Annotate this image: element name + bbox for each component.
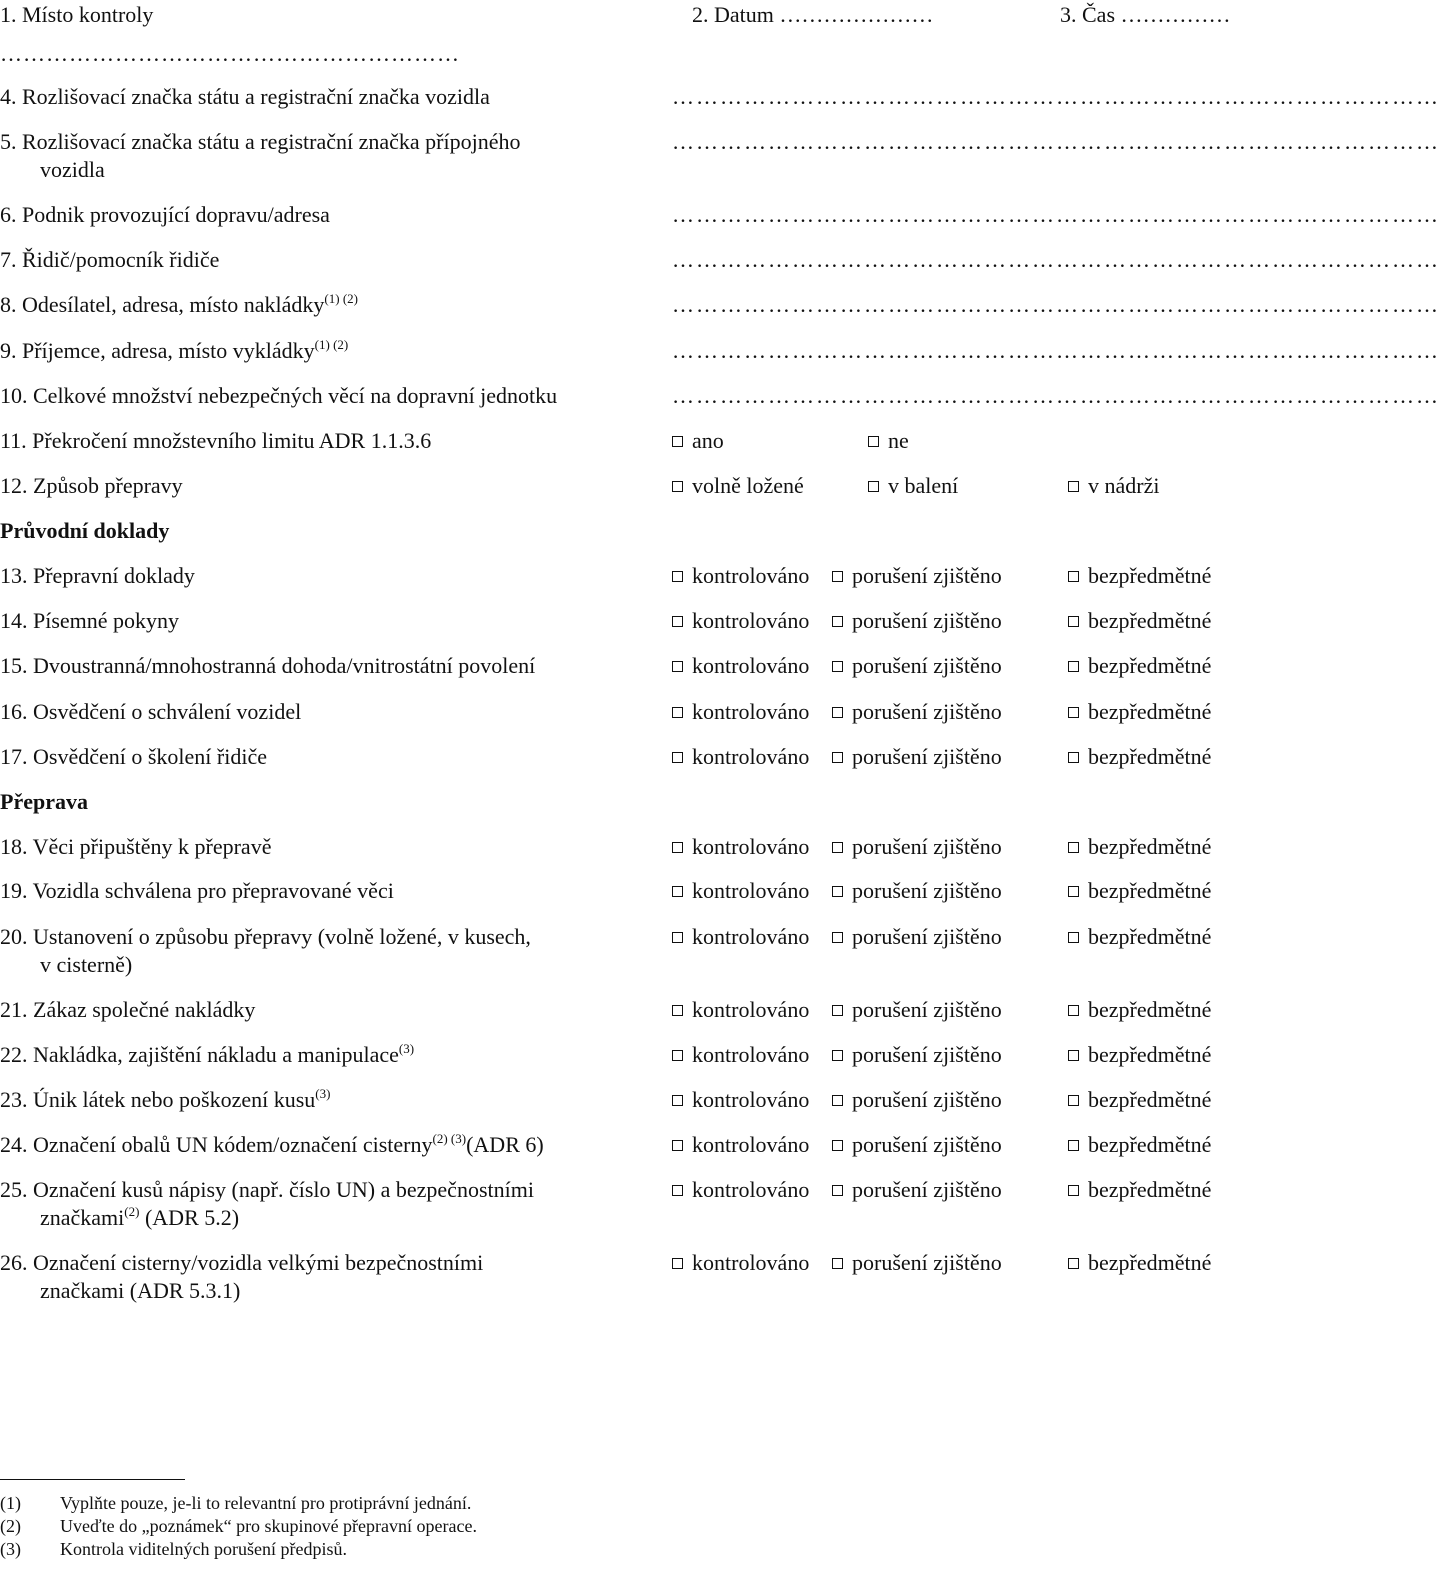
- checkbox-icon[interactable]: [672, 616, 683, 627]
- section-heading-transport: Přeprava: [0, 789, 88, 814]
- transport-packaged-option[interactable]: [868, 472, 958, 500]
- option-label: bezpředmětné: [1088, 1132, 1212, 1157]
- checked-option[interactable]: [672, 923, 809, 951]
- option-label: kontrolováno: [692, 744, 810, 769]
- checkbox-icon[interactable]: [832, 842, 843, 853]
- footnote: [0, 1515, 477, 1537]
- option-label: porušení zjištěno: [852, 563, 1002, 588]
- option-label: kontrolováno: [692, 878, 810, 903]
- not-applicable-option[interactable]: [1068, 607, 1211, 635]
- checkbox-icon[interactable]: [1068, 1005, 1079, 1016]
- checkbox-icon[interactable]: [1068, 752, 1079, 763]
- footnote-ref: (2) (3): [432, 1131, 467, 1146]
- option-label: kontrolováno: [692, 997, 810, 1022]
- option-label: porušení zjištěno: [852, 744, 1002, 769]
- checkbox-icon[interactable]: [672, 1050, 683, 1061]
- checked-option[interactable]: [672, 1249, 809, 1277]
- label-text: 16. Osvědčení o schválení vozidel: [0, 699, 302, 724]
- time-field[interactable]: [1060, 1, 1231, 29]
- footnote-ref: (3): [398, 1041, 415, 1056]
- fill-dots-input[interactable]: ……………………………………………………………………………………: [672, 84, 1440, 109]
- label-text: 26. Označení cisterny/vozidla velkými bezpečnostními: [0, 1250, 484, 1275]
- checkbox-icon[interactable]: [672, 1185, 683, 1196]
- check-label: [0, 923, 660, 979]
- check-label: [0, 1249, 660, 1305]
- check-label: [0, 996, 660, 1024]
- option-label: porušení zjištěno: [852, 608, 1002, 633]
- transport-bulk-option[interactable]: [672, 472, 804, 500]
- checkbox-icon[interactable]: [832, 1258, 843, 1269]
- option-label: porušení zjištěno: [852, 1177, 1002, 1202]
- checkbox-icon[interactable]: [672, 752, 683, 763]
- footnote-text: Kontrola viditelných porušení předpisů.: [60, 1539, 347, 1559]
- checkbox-icon[interactable]: [672, 1005, 683, 1016]
- option-label: bezpředmětné: [1088, 608, 1212, 633]
- time-label: 3. Čas: [1060, 2, 1115, 27]
- footnote-text: Vyplňte pouze, je-li to relevantní pro protiprávní jednání.: [60, 1493, 472, 1513]
- option-label: bezpředmětné: [1088, 1042, 1212, 1067]
- footnote-ref: (1) (2): [324, 291, 358, 306]
- option-label: kontrolováno: [692, 1132, 810, 1157]
- fill-dots-input[interactable]: ……………………………………………………………………………………: [672, 383, 1440, 408]
- violation-option[interactable]: [832, 652, 1002, 680]
- checkbox-icon[interactable]: [672, 932, 683, 943]
- checked-option[interactable]: [672, 1041, 809, 1069]
- label-text: 4. Rozlišovací značka státu a registrační značka vozidla: [0, 84, 490, 109]
- limit-no-option[interactable]: [868, 427, 909, 455]
- check-label: [0, 652, 660, 680]
- time-dots: ……………: [1120, 2, 1231, 27]
- checkbox-icon[interactable]: [672, 661, 683, 672]
- option-label: kontrolováno: [692, 924, 810, 949]
- checkbox-icon[interactable]: [832, 886, 843, 897]
- not-applicable-option[interactable]: [1068, 877, 1211, 905]
- label-continuation: [0, 156, 660, 184]
- checkbox-icon[interactable]: [1068, 616, 1079, 627]
- label-suffix: (ADR 6): [466, 1132, 544, 1157]
- checkbox-icon[interactable]: [868, 436, 879, 447]
- checkbox-icon[interactable]: [832, 1140, 843, 1151]
- option-label: kontrolováno: [692, 653, 810, 678]
- violation-option[interactable]: [832, 562, 1002, 590]
- check-label: [0, 698, 660, 726]
- checkbox-icon[interactable]: [1068, 571, 1079, 582]
- checkbox-icon[interactable]: [1068, 661, 1079, 672]
- violation-option[interactable]: [832, 1086, 1002, 1114]
- option-label: porušení zjištěno: [852, 1087, 1002, 1112]
- label-text: 24. Označení obalů UN kódem/označení cisterny: [0, 1132, 433, 1157]
- option-label: bezpředmětné: [1088, 563, 1212, 588]
- not-applicable-option[interactable]: [1068, 1041, 1211, 1069]
- option-label: porušení zjištěno: [852, 699, 1002, 724]
- field-label: [0, 201, 660, 229]
- check-label: [0, 607, 660, 635]
- label-continuation: [0, 951, 660, 979]
- option-label: kontrolováno: [692, 1042, 810, 1067]
- label-text: 17. Osvědčení o školení řidiče: [0, 744, 267, 769]
- not-applicable-option[interactable]: [1068, 1249, 1211, 1277]
- option-label: porušení zjištěno: [852, 997, 1002, 1022]
- not-applicable-option[interactable]: [1068, 833, 1211, 861]
- checked-option[interactable]: [672, 996, 809, 1024]
- footnote-text: Uveďte do „poznámek“ pro skupinové přepravní operace.: [60, 1516, 477, 1536]
- option-label: porušení zjištěno: [852, 1042, 1002, 1067]
- checkbox-icon[interactable]: [832, 1005, 843, 1016]
- field-label: [0, 246, 660, 274]
- check-label: [0, 1041, 660, 1069]
- fill-dots-input[interactable]: ……………………………………………………………………………………: [672, 338, 1440, 363]
- checked-option[interactable]: [672, 1176, 809, 1204]
- fill-dots-input[interactable]: ……………………………………………………………………………………: [672, 202, 1440, 227]
- footnote: [0, 1492, 471, 1514]
- place-label: 1. Místo kontroly: [0, 2, 154, 27]
- footnote-ref: (1) (2): [314, 337, 349, 352]
- label-text: 8. Odesílatel, adresa, místo nakládky: [0, 292, 325, 317]
- option-label: ano: [692, 428, 724, 453]
- date-dots: …………………: [779, 2, 934, 27]
- violation-option[interactable]: [832, 698, 1002, 726]
- checkbox-icon[interactable]: [1068, 1140, 1079, 1151]
- checkbox-icon[interactable]: [672, 1140, 683, 1151]
- field-label: [0, 337, 660, 365]
- checkbox-icon[interactable]: [1068, 886, 1079, 897]
- fill-dots-input[interactable]: ……………………………………………………………………………………: [672, 292, 1440, 317]
- field-label: [0, 291, 660, 319]
- option-label: kontrolováno: [692, 1177, 810, 1202]
- label-continuation: [0, 1204, 660, 1232]
- checkbox-icon[interactable]: [1068, 707, 1079, 718]
- section-heading-documents: Průvodní doklady: [0, 518, 170, 543]
- label-text: 14. Písemné pokyny: [0, 608, 180, 633]
- checkbox-icon[interactable]: [832, 1095, 843, 1106]
- not-applicable-option[interactable]: [1068, 923, 1211, 951]
- label-text: 18. Věci připuštěny k přepravě: [0, 834, 272, 859]
- field-label: [0, 382, 660, 410]
- check-label: [0, 743, 660, 771]
- checkbox-icon[interactable]: [832, 1050, 843, 1061]
- label-text: 25. Označení kusů nápisy (např. číslo UN) a bezpečnostními: [0, 1177, 534, 1202]
- option-label: kontrolováno: [692, 1250, 810, 1275]
- checked-option[interactable]: [672, 1086, 809, 1114]
- checkbox-icon[interactable]: [672, 707, 683, 718]
- option-label: porušení zjištěno: [852, 878, 1002, 903]
- option-label: bezpředmětné: [1088, 1177, 1212, 1202]
- violation-option[interactable]: [832, 1041, 1002, 1069]
- checkbox-icon[interactable]: [832, 932, 843, 943]
- label-text: 23. Únik látek nebo poškození kusu: [0, 1087, 316, 1112]
- option-label: porušení zjištěno: [852, 653, 1002, 678]
- not-applicable-option[interactable]: [1068, 743, 1211, 771]
- footnote-number: (3): [0, 1539, 21, 1559]
- violation-option[interactable]: [832, 877, 1002, 905]
- violation-option[interactable]: [832, 1131, 1002, 1159]
- label-text: 15. Dvoustranná/mnohostranná dohoda/vnitrostátní povolení: [0, 653, 536, 678]
- continuation-text: značkami (ADR 5.3.1): [40, 1278, 241, 1303]
- continuation-text: v cisterně): [40, 952, 133, 977]
- checkbox-icon[interactable]: [672, 481, 683, 492]
- checked-option[interactable]: [672, 743, 809, 771]
- option-label: kontrolováno: [692, 563, 810, 588]
- label-text: 7. Řidič/pomocník řidiče: [0, 247, 220, 272]
- checkbox-icon[interactable]: [868, 481, 879, 492]
- option-label: v nádrži: [1088, 473, 1160, 498]
- option-label: bezpředmětné: [1088, 997, 1212, 1022]
- label-continuation: [0, 1277, 660, 1305]
- not-applicable-option[interactable]: [1068, 562, 1211, 590]
- checkbox-icon[interactable]: [1068, 1258, 1079, 1269]
- checkbox-icon[interactable]: [1068, 842, 1079, 853]
- fill-dots-input[interactable]: ……………………………………………………………………………………: [672, 247, 1440, 272]
- check-label: [0, 877, 660, 905]
- checkbox-icon[interactable]: [672, 842, 683, 853]
- violation-option[interactable]: [832, 1176, 1002, 1204]
- option-label: bezpředmětné: [1088, 878, 1212, 903]
- not-applicable-option[interactable]: [1068, 1131, 1211, 1159]
- label-text: 6. Podnik provozující dopravu/adresa: [0, 202, 330, 227]
- transport-mode-label: 12. Způsob přepravy: [0, 473, 183, 498]
- check-label: [0, 1086, 660, 1114]
- not-applicable-option[interactable]: [1068, 1176, 1211, 1204]
- option-label: v balení: [888, 473, 959, 498]
- footnote-divider: [0, 1479, 185, 1480]
- violation-option[interactable]: [832, 923, 1002, 951]
- not-applicable-option[interactable]: [1068, 652, 1211, 680]
- check-label: [0, 1176, 660, 1232]
- label-text: 5. Rozlišovací značka státu a registrační značka přípojného: [0, 129, 521, 154]
- checkbox-icon[interactable]: [1068, 481, 1079, 492]
- checkbox-icon[interactable]: [1068, 1185, 1079, 1196]
- label-text: 20. Ustanovení o způsobu přepravy (volně ložené, v kusech,: [0, 924, 531, 949]
- checkbox-icon[interactable]: [832, 661, 843, 672]
- not-applicable-option[interactable]: [1068, 1086, 1211, 1114]
- field-label: [0, 128, 660, 184]
- limit-yes-option[interactable]: [672, 427, 724, 455]
- date-field[interactable]: [692, 1, 933, 29]
- option-label: bezpředmětné: [1088, 653, 1212, 678]
- label-text: 21. Zákaz společné nakládky: [0, 997, 256, 1022]
- checkbox-icon[interactable]: [832, 616, 843, 627]
- place-dots[interactable]: ……………………………………………………: [0, 41, 460, 66]
- continuation-text: značkami: [40, 1205, 125, 1230]
- checkbox-icon[interactable]: [672, 1258, 683, 1269]
- checkbox-icon[interactable]: [832, 571, 843, 582]
- checkbox-icon[interactable]: [672, 436, 683, 447]
- continuation-suffix: (ADR 5.2): [139, 1205, 240, 1230]
- footnote-number: (2): [0, 1516, 21, 1536]
- option-label: porušení zjištěno: [852, 1132, 1002, 1157]
- field-label: [0, 83, 660, 111]
- label-text: 19. Vozidla schválena pro přepravované věci: [0, 878, 394, 903]
- checkbox-icon[interactable]: [672, 886, 683, 897]
- checked-option[interactable]: [672, 833, 809, 861]
- check-label: [0, 833, 660, 861]
- footnote-ref: (2): [124, 1204, 140, 1219]
- checkbox-icon[interactable]: [1068, 1095, 1079, 1106]
- violation-option[interactable]: [832, 743, 1002, 771]
- option-label: bezpředmětné: [1088, 834, 1212, 859]
- option-label: porušení zjištěno: [852, 834, 1002, 859]
- checked-option[interactable]: [672, 562, 809, 590]
- checkbox-icon[interactable]: [832, 707, 843, 718]
- footnote-ref: (3): [315, 1086, 331, 1101]
- checkbox-icon[interactable]: [832, 1185, 843, 1196]
- checked-option[interactable]: [672, 652, 809, 680]
- transport-tank-option[interactable]: [1068, 472, 1159, 500]
- date-label: 2. Datum: [692, 2, 774, 27]
- continuation-text: vozidla: [40, 157, 105, 182]
- violation-option[interactable]: [832, 996, 1002, 1024]
- checkbox-icon[interactable]: [672, 571, 683, 582]
- option-label: bezpředmětné: [1088, 1087, 1212, 1112]
- checkbox-icon[interactable]: [832, 752, 843, 763]
- option-label: kontrolováno: [692, 608, 810, 633]
- checkbox-icon[interactable]: [672, 1095, 683, 1106]
- footnote-number: (1): [0, 1493, 21, 1513]
- option-label: bezpředmětné: [1088, 924, 1212, 949]
- checked-option[interactable]: [672, 1131, 809, 1159]
- option-label: kontrolováno: [692, 834, 810, 859]
- option-label: bezpředmětné: [1088, 744, 1212, 769]
- option-label: bezpředmětné: [1088, 699, 1212, 724]
- fill-dots-input[interactable]: ……………………………………………………………………………………: [672, 129, 1440, 154]
- label-text: 10. Celkové množství nebezpečných věcí na dopravní jednotku: [0, 383, 558, 408]
- violation-option[interactable]: [832, 607, 1002, 635]
- check-label: [0, 562, 660, 590]
- label-text: 22. Nakládka, zajištění nákladu a manipulace: [0, 1042, 399, 1067]
- option-label: kontrolováno: [692, 699, 810, 724]
- option-label: bezpředmětné: [1088, 1250, 1212, 1275]
- option-label: porušení zjištěno: [852, 924, 1002, 949]
- limit-label: 11. Překročení množstevního limitu ADR 1.1.3.6: [0, 428, 432, 453]
- option-label: porušení zjištěno: [852, 1250, 1002, 1275]
- not-applicable-option[interactable]: [1068, 698, 1211, 726]
- label-text: 9. Příjemce, adresa, místo vykládky: [0, 338, 315, 363]
- checked-option[interactable]: [672, 607, 809, 635]
- checkbox-icon[interactable]: [1068, 932, 1079, 943]
- option-label: volně ložené: [692, 473, 804, 498]
- checked-option[interactable]: [672, 698, 809, 726]
- check-label: [0, 1131, 660, 1159]
- checked-option[interactable]: [672, 877, 809, 905]
- option-label: ne: [888, 428, 909, 453]
- footnote: [0, 1538, 347, 1560]
- option-label: kontrolováno: [692, 1087, 810, 1112]
- violation-option[interactable]: [832, 833, 1002, 861]
- label-text: 13. Přepravní doklady: [0, 563, 195, 588]
- checkbox-icon[interactable]: [1068, 1050, 1079, 1061]
- violation-option[interactable]: [832, 1249, 1002, 1277]
- not-applicable-option[interactable]: [1068, 996, 1211, 1024]
